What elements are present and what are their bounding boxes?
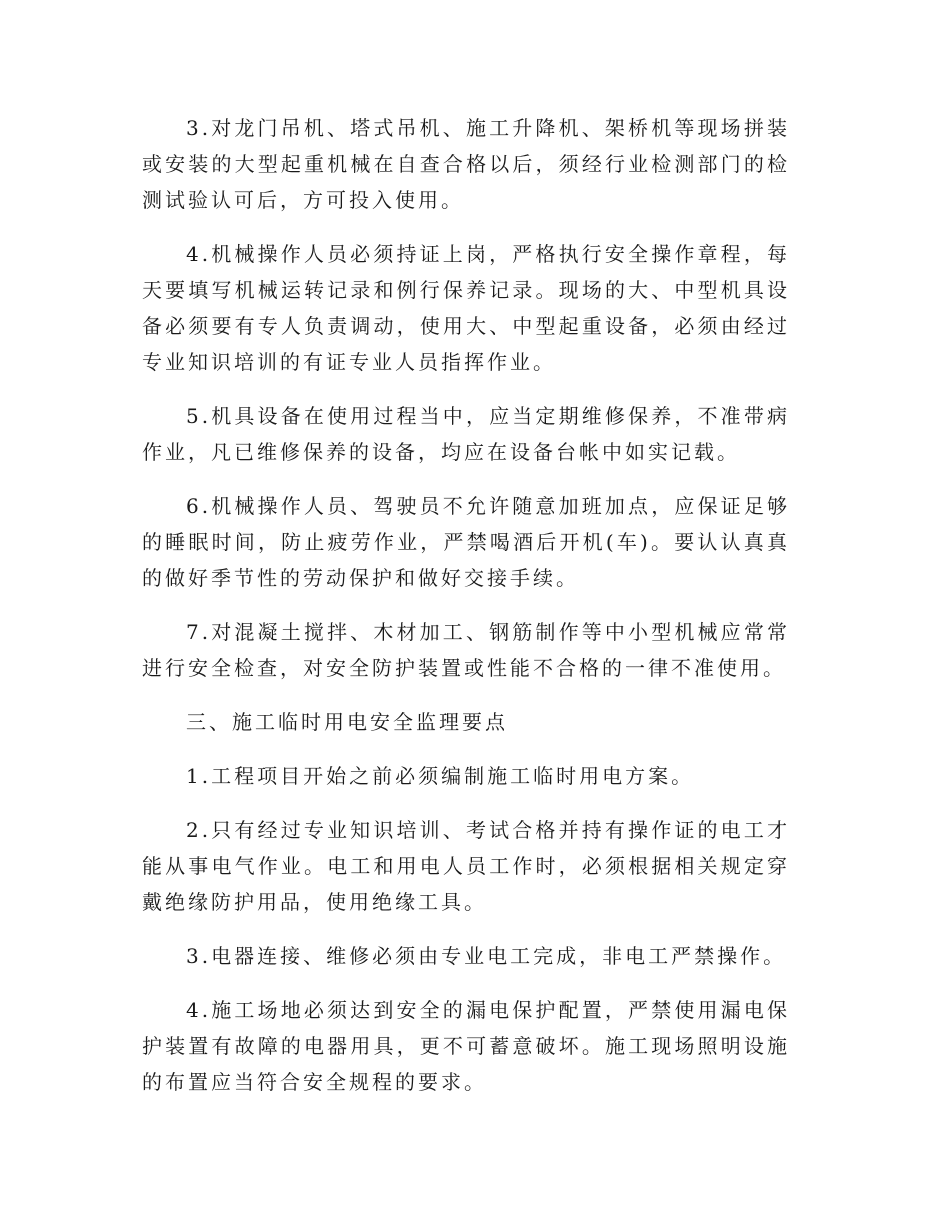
paragraph-item-7-small-machinery-checks: 7.对混凝土搅拌、木材加工、钢筋制作等中小型机械应常常进行安全检查，对安全防护装置或性能不合格的一律不准使用。 xyxy=(142,620,790,680)
paragraph-power-item-3-repairs: 3.电器连接、维修必须由专业电工完成，非电工严禁操作。 xyxy=(186,944,787,968)
paragraph-power-item-1-plan: 1.工程项目开始之前必须编制施工临时用电方案。 xyxy=(186,764,695,788)
paragraph-item-4-operator-certification: 4.机械操作人员必须持证上岗，严格执行安全操作章程，每天要填写机械运转记录和例行保养记录。现场的大、中型机具设备必须要有专人负责调动，使用大、中型起重设备，必须由经过专业知识培训的有证专业人员指挥作业。 xyxy=(142,242,790,374)
paragraph-power-item-2-electrician: 2.只有经过专业知识培训、考试合格并持有操作证的电工才能从事电气作业。电工和用电人员工作时，必须根据相关规定穿戴绝缘防护用品，使用绝缘工具。 xyxy=(142,818,790,914)
paragraph-power-item-4-leakage-protection: 4.施工场地必须达到安全的漏电保护配置，严禁使用漏电保护装置有故障的电器用具，更不可蓄意破坏。施工现场照明设施的布置应当符合安全规程的要求。 xyxy=(142,998,790,1094)
section-heading-temporary-power: 三、施工临时用电安全监理要点 xyxy=(186,710,508,734)
paragraph-item-3-crane-inspection: 3.对龙门吊机、塔式吊机、施工升降机、架桥机等现场拼装或安装的大型起重机械在自查合格以后，须经行业检测部门的检测试验认可后，方可投入使用。 xyxy=(142,116,790,212)
paragraph-item-6-fatigue-prevention: 6.机械操作人员、驾驶员不允许随意加班加点，应保证足够的睡眠时间，防止疲劳作业，严禁喝酒后开机(车)。要认认真真的做好季节性的劳动保护和做好交接手续。 xyxy=(142,494,790,590)
paragraph-item-5-equipment-maintenance: 5.机具设备在使用过程当中，应当定期维修保养，不准带病作业，凡已维修保养的设备，均应在设备台帐中如实记载。 xyxy=(142,404,790,464)
